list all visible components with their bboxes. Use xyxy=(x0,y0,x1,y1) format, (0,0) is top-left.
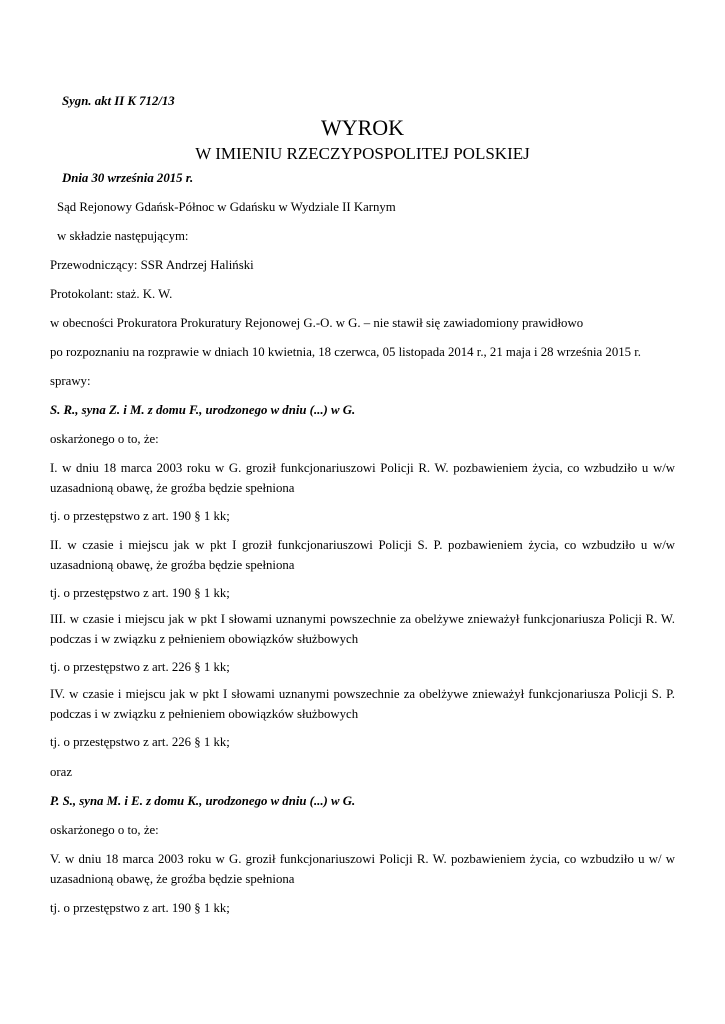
charge-3-article: tj. o przestępstwo z art. 226 § 1 kk; xyxy=(50,660,230,674)
charge-5-article: tj. o przestępstwo z art. 190 § 1 kk; xyxy=(50,901,230,915)
charge-2: II. w czasie i miejscu jak w pkt I groził funkcjonariuszowi Policji S. P. pozbawieniem życia, co wzbudziło u w/w uzasadnioną obawę, że groźba będzie spełniona xyxy=(50,538,675,572)
charge-4-article: tj. o przestępstwo z art. 226 § 1 kk; xyxy=(50,735,230,749)
prosecutor-presence: w obecności Prokuratora Prokuratury Rejonowej G.-O. w G. – nie stawił się zawiadomiony prawidłowo xyxy=(50,316,584,330)
cases-intro: sprawy: xyxy=(50,374,91,388)
defendant-2-name: P. S., syna M. i E. z domu K., urodzonego w dniu (...) w G. xyxy=(50,794,356,808)
connector-text: oraz xyxy=(50,765,73,779)
case-number: Sygn. akt II K 712/13 xyxy=(62,94,175,108)
hearing-dates: po rozpoznaniu na rozprawie w dniach 10 kwietnia, 18 czerwca, 05 listopada 2014 r., 21 maja i 28 września 2015 r. xyxy=(50,345,641,359)
charge-1-article: tj. o przestępstwo z art. 190 § 1 kk; xyxy=(50,509,230,523)
presiding-judge: Przewodniczący: SSR Andrzej Haliński xyxy=(50,258,254,272)
charge-2-article: tj. o przestępstwo z art. 190 § 1 kk; xyxy=(50,586,230,600)
charge-5: V. w dniu 18 marca 2003 roku w G. groził funkcjonariuszowi Policji R. W. pozbawieniem życia, co wzbudziło u w/ w uzasadnioną obawę, że groźba będzie spełniona xyxy=(50,852,675,886)
composition-intro: w składzie następującym: xyxy=(57,229,189,243)
defendant-2-charged-intro: oskarżonego o to, że: xyxy=(50,823,159,837)
charge-4: IV. w czasie i miejscu jak w pkt I słowami uznanymi powszechnie za obelżywe znieważył funkcjonariusza Policji S. P. podczas i w związku z pełnieniem obowiązków służbowych xyxy=(50,687,675,721)
judgment-date: Dnia 30 września 2015 r. xyxy=(62,171,194,185)
court-name: Sąd Rejonowy Gdańsk-Północ w Gdańsku w Wydziale II Karnym xyxy=(57,200,396,214)
defendant-1-name: S. R., syna Z. i M. z domu F., urodzonego w dniu (...) w G. xyxy=(50,403,356,417)
charge-3: III. w czasie i miejscu jak w pkt I słowami uznanymi powszechnie za obelżywe znieważył funkcjonariusza Policji R. W. podczas i w związku z pełnieniem obowiązków służbowych xyxy=(50,612,675,646)
court-clerk: Protokolant: staż. K. W. xyxy=(50,287,173,301)
defendant-1-charged-intro: oskarżonego o to, że: xyxy=(50,432,159,446)
document-subtitle: W IMIENIU RZECZYPOSPOLITEJ POLSKIEJ xyxy=(195,144,530,163)
charge-1: I. w dniu 18 marca 2003 roku w G. groził funkcjonariuszowi Policji R. W. pozbawieniem życia, co wzbudziło u w/w uzasadnioną obawę, że groźba będzie spełniona xyxy=(50,461,675,495)
document-title: WYROK xyxy=(320,115,405,140)
